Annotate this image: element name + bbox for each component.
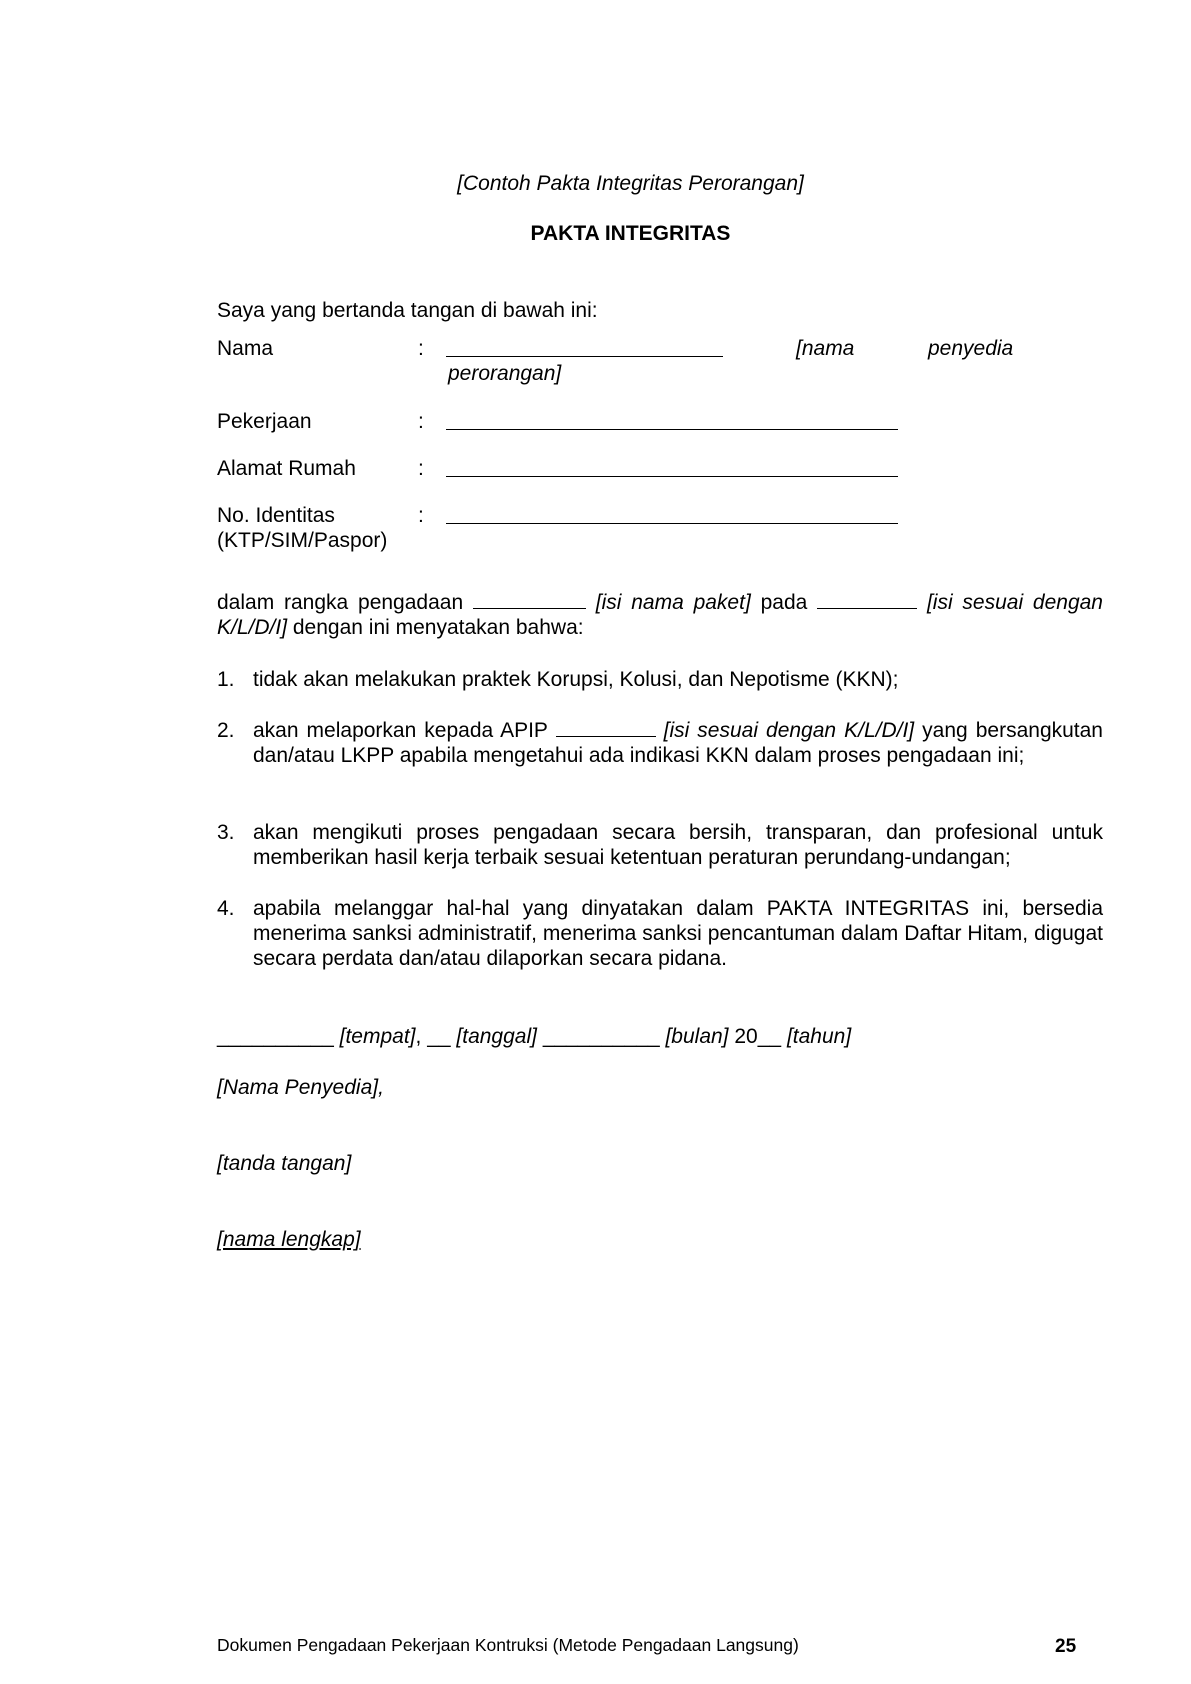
item-text-part: akan melaporkan kepada APIP <box>253 719 548 742</box>
field-label: Nama <box>217 337 274 360</box>
statement-text: dalam rangka pengadaan <box>217 591 464 614</box>
list-item <box>217 718 1103 768</box>
list-item <box>217 667 1103 692</box>
field-label: No. Identitas <box>217 504 335 527</box>
field-colon: : <box>418 457 424 480</box>
tanggal-blank[interactable]: __ <box>427 1025 451 1048</box>
field-hint: [nama <box>796 337 855 360</box>
bulan-hint: [bulan] <box>665 1025 729 1048</box>
subtitle-text: [Contoh Pakta Integritas Perorangan] <box>457 172 804 195</box>
statement-paragraph <box>217 590 1103 640</box>
intro-text: Saya yang bertanda tangan di bawah ini: <box>217 299 598 322</box>
tanggal-hint: [tanggal] <box>456 1025 537 1048</box>
list-item <box>217 896 1103 971</box>
field-hint: perorangan] <box>448 362 562 385</box>
identitas-blank-line[interactable] <box>446 503 898 524</box>
alamat-blank-line[interactable] <box>446 456 898 477</box>
kldi-blank-line[interactable] <box>817 590 917 609</box>
field-colon: : <box>418 410 424 433</box>
document-subtitle <box>0 171 1191 196</box>
field-label: Pekerjaan <box>217 410 312 433</box>
field-label: Alamat Rumah <box>217 457 356 480</box>
page-number: 25 <box>1055 1636 1077 1657</box>
item-number: 4. <box>217 897 235 920</box>
item-number: 2. <box>217 719 235 742</box>
item-text: apabila melanggar hal-hal yang dinyatakan dalam PAKTA INTEGRITAS ini, bersedia menerima sanksi administratif, menerima sanksi pencantuman dalam Daftar Hitam, digugat secara perdata dan/atau dilaporkan secara pidana. <box>253 897 1103 970</box>
pekerjaan-blank-line[interactable] <box>446 409 898 430</box>
item-hint: [isi sesuai dengan K/L/D/I] <box>663 719 915 742</box>
nama-blank-line[interactable] <box>446 336 723 357</box>
date-line <box>217 1024 851 1049</box>
item-text <box>253 718 1103 768</box>
field-colon: : <box>418 337 424 360</box>
bulan-blank[interactable]: __________ <box>542 1025 660 1048</box>
field-label-sub: (KTP/SIM/Paspor) <box>217 529 388 552</box>
document-title <box>0 221 1191 246</box>
list-item <box>217 820 1103 870</box>
provider-name: [Nama Penyedia], <box>217 1076 384 1099</box>
item-number: 3. <box>217 821 235 844</box>
item-text: akan mengikuti proses pengadaan secara bersih, transparan, dan profesional untuk memberikan hasil kerja terbaik sesuai ketentuan peraturan perundang-undangan; <box>253 821 1103 869</box>
statement-hint: [isi nama paket] <box>595 591 751 614</box>
item-text-part: yang bersangkutan dan/atau LKPP apabila mengetahui ada indikasi KKN dalam proses pengadaan ini; <box>253 719 1103 767</box>
signature-placeholder: [tanda tangan] <box>217 1152 352 1175</box>
footer-doc-title: Dokumen Pengadaan Pekerjaan Kontruksi (Metode Pengadaan Langsung) <box>217 1635 799 1655</box>
full-name: [nama lengkap] <box>217 1228 361 1251</box>
tempat-blank[interactable]: __________ <box>217 1025 334 1048</box>
field-hint: penyedia <box>928 337 1014 360</box>
item-number: 1. <box>217 668 235 691</box>
item-text: tidak akan melakukan praktek Korupsi, Kolusi, dan Nepotisme (KKN); <box>253 668 899 691</box>
paket-blank-line[interactable] <box>473 590 586 609</box>
field-colon: : <box>418 504 424 527</box>
year-prefix: 20 <box>734 1025 758 1048</box>
date-comma: , <box>415 1025 422 1048</box>
title-text: PAKTA INTEGRITAS <box>530 222 731 245</box>
apip-blank-line[interactable] <box>556 718 656 737</box>
statement-text: dengan ini menyatakan bahwa: <box>292 616 584 639</box>
statement-text: pada <box>760 591 808 614</box>
statement-hint: [isi sesuai dengan K/L/D/I] <box>217 591 1103 639</box>
tahun-hint: [tahun] <box>786 1025 852 1048</box>
tempat-hint: [tempat] <box>339 1025 416 1048</box>
tahun-blank[interactable]: __ <box>757 1025 782 1048</box>
